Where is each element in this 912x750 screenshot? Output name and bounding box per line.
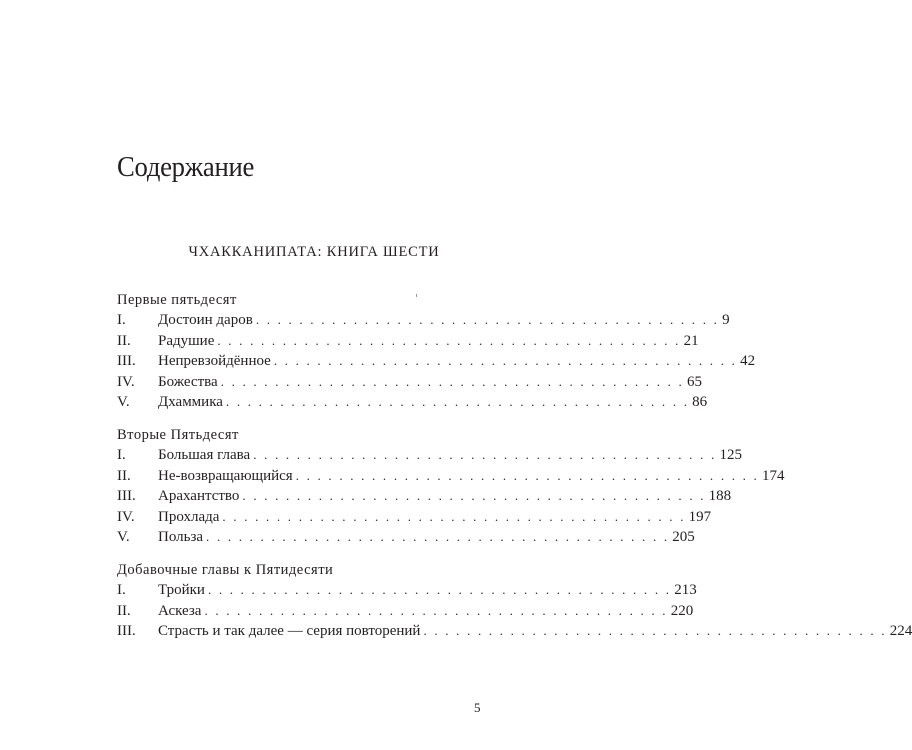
- book-title: [0, 245, 600, 260]
- dot-leader: . . . . . . . . . . . . . . . . . . . . . . . . . . . . . . . . . . . . . . . . . . .: [255, 312, 720, 327]
- entry-title: Польза: [158, 529, 204, 545]
- entry-title: Аскеза: [158, 602, 202, 619]
- entry-page: 213: [674, 582, 697, 598]
- entry-page: 86: [692, 394, 708, 410]
- dot-leader: . . . . . . . . . . . . . . . . . . . . . . . . . . . . . . . . . . . . . . . . . . .: [204, 602, 668, 618]
- entry-title: Большая глава: [158, 447, 251, 463]
- toc-entry[interactable]: [117, 527, 695, 548]
- entry-number: II.: [117, 332, 131, 349]
- entry-page: 9: [722, 312, 730, 328]
- dot-leader: . . . . . . . . . . . . . . . . . . . . . . . . . . . . . . . . . . . . . . . . . . .: [225, 394, 690, 409]
- page-title: Содержание: [117, 151, 255, 183]
- entry-title: Страсть и так далее — серия повторений: [158, 623, 421, 639]
- entry-page: 174: [761, 467, 785, 484]
- entry-number: IV.: [117, 373, 135, 390]
- entry-title: Дхаммика: [158, 394, 223, 410]
- entry-page: 188: [708, 488, 732, 504]
- entry-number: III.: [117, 353, 136, 369]
- toc-entry[interactable]: [117, 331, 699, 352]
- entry-title: Не-возвращающийся: [158, 467, 293, 484]
- dot-leader: . . . . . . . . . . . . . . . . . . . . . . . . . . . . . . . . . . . . . . . . . . .: [206, 529, 670, 544]
- entry-number: III.: [117, 623, 136, 639]
- book-title-text: ЧХАККАНИПАТА: КНИГА ШЕСТИ: [188, 244, 440, 260]
- toc-section-first-fifty: [117, 290, 756, 413]
- entry-title: Божества: [158, 373, 218, 390]
- dot-leader: . . . . . . . . . . . . . . . . . . . . . . . . . . . . . . . . . . . . . . . . . . .: [207, 582, 672, 597]
- toc-entry[interactable]: [117, 372, 702, 393]
- toc-section-second-fifty: [117, 425, 785, 548]
- section-heading: Первые пятьдесят: [117, 292, 237, 308]
- dot-leader: . . . . . . . . . . . . . . . . . . . . . . . . . . . . . . . . . . . . . . . . . . .: [217, 332, 681, 348]
- dot-leader: . . . . . . . . . . . . . . . . . . . . . . . . . . . . . . . . . . . . . . . . . . .: [242, 488, 706, 503]
- dot-leader: . . . . . . . . . . . . . . . . . . . . . . . . . . . . . . . . . . . . . . . . . . .: [273, 353, 738, 368]
- entry-number: IV.: [117, 508, 135, 525]
- toc-entry[interactable]: [117, 351, 756, 372]
- entry-number: II.: [117, 602, 131, 619]
- entry-title: Арахантство: [158, 488, 240, 504]
- dot-leader: . . . . . . . . . . . . . . . . . . . . . . . . . . . . . . . . . . . . . . . . . . .: [220, 373, 684, 389]
- entry-number: I.: [117, 447, 126, 463]
- entry-number: V.: [117, 529, 130, 545]
- entry-number: II.: [117, 467, 131, 484]
- entry-page: 65: [686, 373, 702, 390]
- toc-entry[interactable]: [117, 310, 730, 331]
- dot-leader: . . . . . . . . . . . . . . . . . . . . . . . . . . . . . . . . . . . . . . . . . . .: [253, 447, 717, 462]
- toc-entry[interactable]: [117, 392, 708, 413]
- entry-title: Прохлада: [158, 508, 220, 525]
- entry-page: 205: [672, 529, 695, 545]
- section-heading: Вторые Пятьдесят: [117, 427, 239, 443]
- toc-entry[interactable]: [117, 445, 742, 466]
- entry-page: 224: [889, 623, 912, 639]
- entry-number: I.: [117, 312, 126, 328]
- toc-entry[interactable]: [117, 466, 785, 487]
- entry-page: 42: [740, 353, 756, 369]
- entry-title: Непревзойдённое: [158, 353, 271, 369]
- toc-section-supplementary: [117, 560, 912, 642]
- toc-entry[interactable]: [117, 486, 732, 507]
- toc-entry[interactable]: [117, 507, 712, 528]
- entry-page: 21: [683, 332, 699, 349]
- dot-leader: . . . . . . . . . . . . . . . . . . . . . . . . . . . . . . . . . . . . . . . . . . .: [423, 623, 887, 638]
- dot-leader: . . . . . . . . . . . . . . . . . . . . . . . . . . . . . . . . . . . . . . . . . . .: [222, 508, 686, 524]
- entry-number: I.: [117, 582, 126, 598]
- toc-entry[interactable]: [117, 621, 912, 642]
- entry-title: Радушие: [158, 332, 215, 349]
- entry-page: 220: [670, 602, 694, 619]
- page-number: 5: [474, 700, 481, 715]
- entry-page: 125: [719, 447, 742, 463]
- dot-leader: . . . . . . . . . . . . . . . . . . . . . . . . . . . . . . . . . . . . . . . . . . .: [295, 467, 759, 483]
- entry-title: Тройки: [158, 582, 205, 598]
- toc-entry[interactable]: [117, 580, 697, 601]
- section-heading: Добавочные главы к Пятидесяти: [117, 562, 334, 578]
- entry-number: V.: [117, 394, 130, 410]
- entry-page: 197: [688, 508, 712, 525]
- toc-entry[interactable]: [117, 601, 694, 622]
- entry-title: Достоин даров: [158, 312, 253, 328]
- entry-number: III.: [117, 488, 136, 504]
